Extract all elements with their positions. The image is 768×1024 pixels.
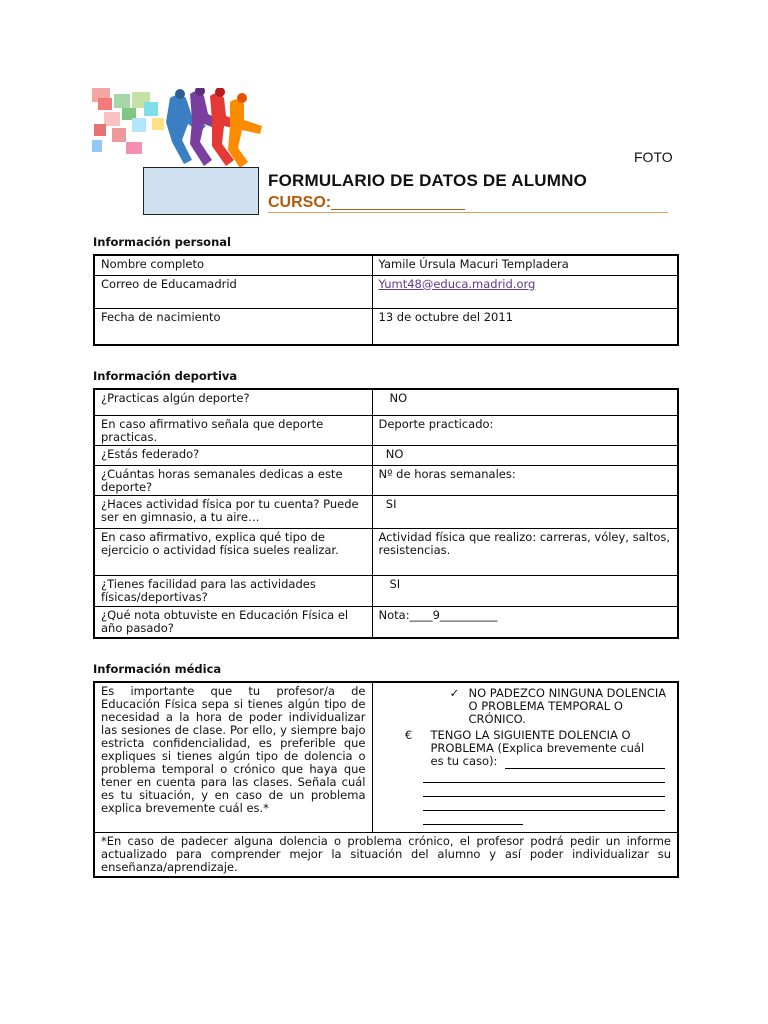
course-field: [268, 193, 465, 212]
row-value[interactable]: Actividad física que realizo: carreras, vóley, saltos, resistencias.: [372, 528, 678, 575]
medical-options: [372, 682, 678, 832]
table-row: [94, 528, 678, 575]
course-blank[interactable]: [331, 193, 465, 210]
row-value[interactable]: [372, 275, 678, 308]
row-label: ¿Haces actividad física por tu cuenta? Puede ser en gimnasio, a tu aire…: [94, 495, 372, 528]
table-row: [94, 415, 678, 445]
row-label: ¿Cuántas horas semanales dedicas a este deporte?: [94, 465, 372, 495]
sport-table: [93, 388, 679, 639]
medical-intro: Es importante que tu profesor/a de Educación Física sepa si tienes algún tipo de necesidad a la hora de poder individualizar las sesiones de clase. Por ello, y siempre bajo estricta confidencialidad, es preferible que expliques si tienes algún tipo de dolencia o problema temporal o crónico que haya que tener en cuenta para las clases. Señala cuál es tu situación, y en caso de un problema explica brevemente cuál es.*: [94, 682, 372, 832]
row-label: ¿Practicas algún deporte?: [94, 389, 372, 415]
row-label: Correo de Educamadrid: [94, 275, 372, 308]
condition-line[interactable]: [423, 769, 666, 783]
row-label: ¿Estás federado?: [94, 445, 372, 465]
table-row: [94, 495, 678, 528]
table-row: [94, 606, 678, 638]
row-value[interactable]: SI: [372, 575, 678, 606]
row-label: En caso afirmativo señala que deporte practicas.: [94, 415, 372, 445]
table-row: [94, 445, 678, 465]
personal-heading: Información personal: [93, 235, 231, 249]
table-row: [94, 832, 678, 877]
sport-heading: Información deportiva: [93, 369, 238, 383]
row-label: En caso afirmativo, explica qué tipo de ejercicio o actividad física sueles realizar.: [94, 528, 372, 575]
row-value[interactable]: Yamile Úrsula Macuri Templadera: [372, 255, 678, 275]
medical-note: *En caso de padecer alguna dolencia o problema crónico, el profesor podrá pedir un informe actualizado para comprender mejor la situación del alumno y así poder individualizar su enseñanza/aprendizaje.: [94, 832, 678, 877]
checkmark-icon: ✓: [449, 686, 460, 700]
table-row: [94, 308, 678, 345]
row-value[interactable]: SI: [372, 495, 678, 528]
condition-line[interactable]: [423, 811, 523, 825]
row-value[interactable]: Nº de horas semanales:: [372, 465, 678, 495]
row-value[interactable]: NO: [372, 445, 678, 465]
row-label: Nombre completo: [94, 255, 372, 275]
runners-logo: [92, 88, 272, 170]
row-label: ¿Qué nota obtuviste en Educación Física el año pasado?: [94, 606, 372, 638]
row-value[interactable]: NO: [372, 389, 678, 415]
form-title: FORMULARIO DE DATOS DE ALUMNO: [268, 171, 588, 190]
email-link[interactable]: Yumt48@educa.madrid.org: [378, 276, 536, 291]
row-label: Fecha de nacimiento: [94, 308, 372, 345]
photo-label: FOTO: [634, 149, 673, 165]
row-value[interactable]: Nota:____9__________: [372, 606, 678, 638]
option-none[interactable]: [445, 687, 672, 726]
option-has[interactable]: [399, 729, 672, 768]
table-row: [94, 575, 678, 606]
row-label: ¿Tienes facilidad para las actividades físicas/deportivas?: [94, 575, 372, 606]
medical-heading: Información médica: [93, 662, 222, 676]
condition-line[interactable]: [423, 783, 666, 797]
table-row: [94, 389, 678, 415]
photo-placeholder: [143, 167, 259, 215]
euro-bullet-icon: €: [404, 728, 413, 742]
medical-table: [93, 681, 679, 878]
table-row: [94, 465, 678, 495]
course-label: CURSO:: [268, 194, 332, 211]
course-underline: [268, 212, 668, 213]
table-row: [94, 255, 678, 275]
table-row: [94, 682, 678, 832]
option-none-label: NO PADEZCO NINGUNA DOLENCIA O PROBLEMA TEMPORAL O CRÓNICO.: [468, 686, 667, 726]
option-has-label: TENGO LA SIGUIENTE DOLENCIA O PROBLEMA (Explica brevemente cuál es tu caso):: [430, 728, 645, 768]
row-value[interactable]: 13 de octubre del 2011: [372, 308, 678, 345]
personal-table: [93, 254, 679, 346]
table-row: [94, 275, 678, 308]
row-value[interactable]: Deporte practicado:: [372, 415, 678, 445]
condition-line[interactable]: [423, 797, 666, 811]
